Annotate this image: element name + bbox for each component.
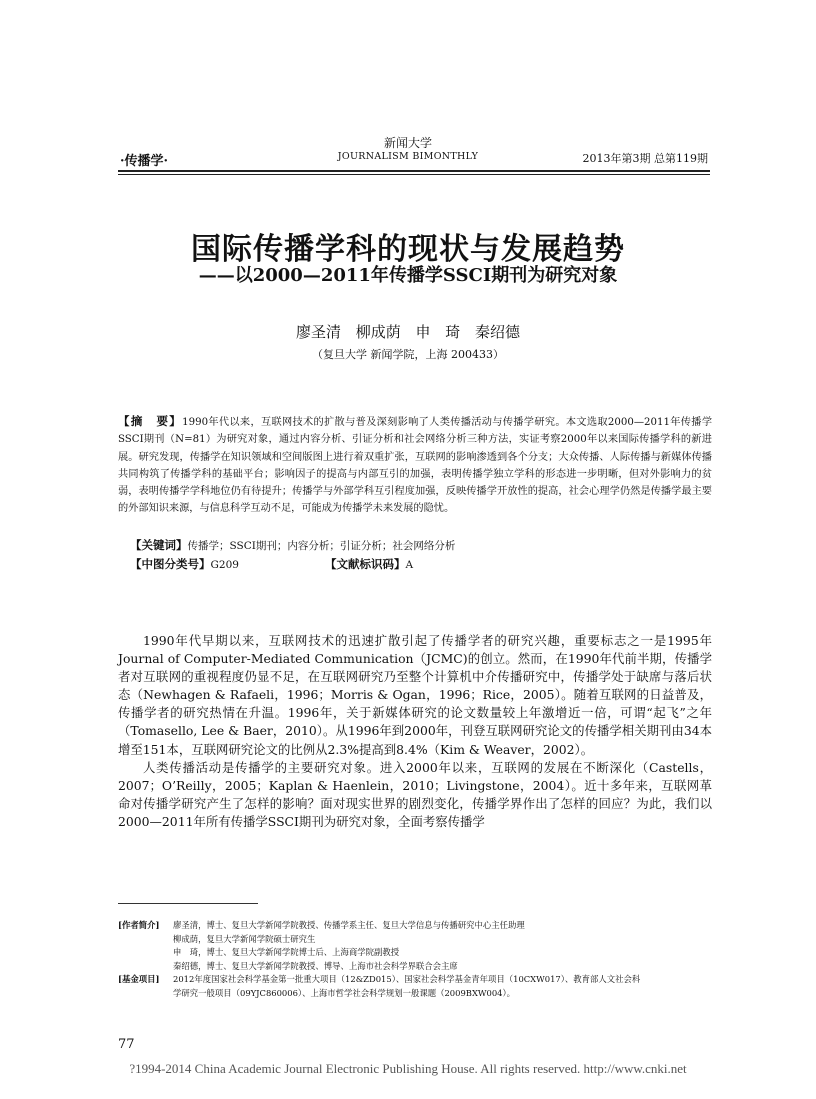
- affiliation: （复旦大学 新闻学院，上海 200433）: [312, 348, 504, 361]
- keywords-label: 【关键词】: [130, 538, 188, 552]
- fund-note-label: [基金项目]: [118, 974, 160, 984]
- keywords: [130, 537, 455, 553]
- header-rule-thin: [118, 174, 710, 175]
- body-paragraph: 人类传播活动是传播学的主要研究对象。进入2000年以来，互联网的发展在不断深化（Castells，2007；O’Reilly，2005；Kaplan & Haenlein，2010；Livingstone，2004）。近十多年来，互联网革命对传播学研究产生了怎样的影响？面对现实世界的剧烈变化，传播学界作出了怎样的回应？为此，我们以2000—2011年所有传播学SSCI期刊为研究对象，全面考察传播学: [118, 759, 712, 829]
- abstract-text: 1990年代以来，互联网技术的扩散与普及深刻影响了人类传播活动与传播学研究。本文选取2000—2011年传播学SSCI期刊（N=81）为研究对象，通过内容分析、引证分析和社会网络分析三种方法，实证考察2000年以来国际传播学科的新进展。研究发现，传播学在知识领域和空间版图上进行着双重扩张，互联网的影响渗透到各个分支；大众传播、人际传播与新媒体传播共同构筑了传播学科的基础平台；影响因子的提高与内部互引的加强，表明传播学独立学科的形态进一步明晰，但对外影响力的贫弱，表明传播学学科地位仍有待提升；传播学与外部学科互引程度加强，反映传播学开放性的提高，社会心理学仍然是传播学最主要的外部知识来源，与信息科学互动不足，可能成为传播学未来发展的隐忧。: [118, 417, 713, 515]
- abstract-label: 【摘 要】: [118, 414, 183, 428]
- footnote-rule: [118, 903, 258, 904]
- abstract: [118, 413, 712, 518]
- article-title: 国际传播学科的现状与发展趋势: [191, 232, 625, 267]
- fund-note-line: 学研究一般项目（09YJC860006）、上海市哲学社会科学规划一般课题（2009BXW004）。: [173, 987, 516, 998]
- journal-name-en: JOURNALISM BIMONTHLY: [337, 151, 479, 162]
- keywords-text: 传播学；SSCI期刊；内容分析；引证分析；社会网络分析: [187, 540, 456, 552]
- article-subtitle: ——以2000—2011年传播学SSCI期刊为研究对象: [198, 265, 618, 286]
- fund-note-line: 2012年度国家社会科学基金第一批重大项目（12&ZD015）、国家社会科学基金青年项目（10CXW017）、教育部人文社会科: [173, 974, 641, 984]
- clc-number: [130, 556, 239, 572]
- page-number: 77: [118, 1037, 135, 1052]
- author-note-line: 申 琦，博士、复旦大学新闻学院博士后、上海商学院副教授: [173, 947, 400, 957]
- author-note-label: [作者简介]: [118, 920, 160, 930]
- author-note: [118, 919, 718, 973]
- body-paragraph: 1990年代早期以来，互联网技术的迅速扩散引起了传播学者的研究兴趣，重要标志之一是1995年Journal of Computer-Mediated Communication（JCMC)的创立。然而，在1990年代前半期，传播学者对互联网的重视程度仍显不足，在互联网研究乃至整个计算机中介传播研究中，传播学处于缺席与落后状态（Newhagen & Rafaeli，1996；Morris & Ogan，1996；Rice，2005）。随着互联网的日益普及，传播学者的研究热情在升温。1996年，关于新媒体研究的论文数量较上年激增近一倍，可谓“起飞”之年（Tomasello, Lee & Baer，2010）。从1996年到2000年，刊登互联网研究论文的传播学相关期刊由34本增至151本，互联网研究论文的比例从2.3%提高到8.4%（Kim & Weaver，2002）。: [118, 633, 712, 757]
- fund-note: [118, 973, 718, 1000]
- author-note-line: 廖圣清，博士、复旦大学新闻学院教授、传播学系主任、复旦大学信息与传播研究中心主任助理: [173, 920, 525, 930]
- author-note-line: 柳成荫，复旦大学新闻学院硕士研究生: [173, 933, 316, 944]
- copyright-notice: ?1994-2014 China Academic Journal Electronic Publishing House. All rights reserved. http://www.cnki.net: [129, 1061, 687, 1076]
- section-label: ·传播学·: [120, 154, 169, 169]
- clc-label: 【中图分类号】: [130, 557, 211, 571]
- footnotes: [118, 919, 718, 1000]
- doc-code-value: A: [405, 559, 414, 571]
- author-note-line: 秦绍德，博士、复旦大学新闻学院教授、博导、上海市社会科学界联合会主席: [173, 960, 458, 971]
- issue-info: 2013年第3期 总第119期: [582, 152, 708, 165]
- clc-value: G209: [210, 559, 239, 571]
- body-text: [118, 632, 712, 831]
- header-rule-thick: [118, 170, 710, 172]
- journal-name-cn: 新闻大学: [383, 136, 432, 150]
- doc-code-label: 【文献标识码】: [325, 557, 406, 571]
- document-code: [325, 556, 413, 572]
- author-list: 廖圣清 柳成荫 申 琦 秦绍德: [295, 323, 521, 341]
